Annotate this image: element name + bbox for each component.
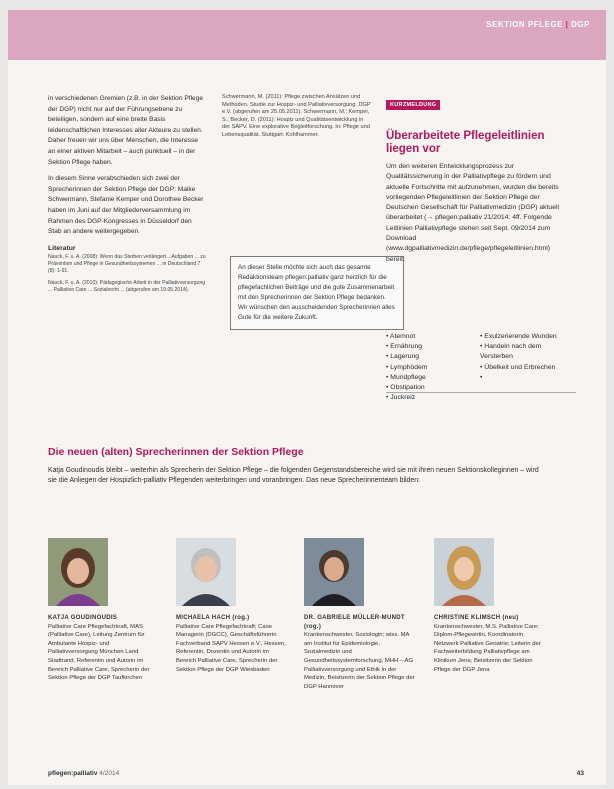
issue-number: 4/2014 bbox=[99, 770, 120, 777]
person-status: (neu) bbox=[502, 615, 519, 621]
person-card-hach bbox=[176, 614, 288, 674]
section-divider bbox=[386, 392, 576, 393]
header-band bbox=[8, 10, 606, 60]
section-title bbox=[486, 20, 590, 29]
person-name: MICHAELA HACH bbox=[176, 615, 231, 621]
person-description: Krankenschwester, M.S. Palliative Care; Diplom-Pflegewirtin, Koordinatorin Netzwerk Palliative Geriatrie; Leiterin der Fachweiterbildung Palliativpflege am Klinikum Jena; Beisitzerin der Sektion Pflege der DGP Jena bbox=[434, 623, 541, 673]
guideline-list-b bbox=[480, 332, 570, 383]
person-card-mueller-mundt bbox=[304, 614, 416, 691]
footer-journal bbox=[48, 770, 119, 777]
person-name: CHRISTINE KLIMSCH bbox=[434, 615, 501, 621]
magazine-page bbox=[8, 10, 606, 785]
list-item: • Lagerung bbox=[386, 352, 476, 362]
list-item: • Juckreiz bbox=[386, 393, 476, 403]
reference-list: Schwermann, M. (2011): Pflege zwischen Ansätzen und Methoden. Studie zur Hospiz- und Palliativversorgung. DGP e.V. (abgerufen am 25.05.2011). Schwermann, M.; Kemper, S.; Becker, D. (2011): Hospiz und Qualitätsentwicklung in der SAPV. Eine explorative Begleitforschung. In: Pflege und Lebensqualität. Stuttgart: Kohlhammer. bbox=[222, 94, 371, 138]
list-item: • Atemnot bbox=[386, 332, 476, 342]
person-card-goudinoudis bbox=[48, 614, 160, 683]
news-title: Überarbeitete Pflegeleitlinien liegen vor bbox=[386, 130, 545, 155]
portrait-mueller-mundt bbox=[304, 538, 364, 606]
literature-entry-1: Nauck, F. u. A. (2008): Wenn das Sterben verlängert... Aufgaben ... zu Prävention und Pflege in Gesundheitssystemen ... in Deutschland 7 (8): 1-91. bbox=[48, 254, 206, 275]
person-description: Palliative Care Pflegefachkraft, MAS (Palliative Care), Leitung Zentrum für Ambulante Hospiz- und Palliativversorgung München Land Stadtrand, Referentin und Autorin im Bereich Palliative Care, Sprecherin der Sektion Pflege der DGP Taufkirchen bbox=[48, 623, 150, 682]
list-item: • Übelkeit und Erbrechen bbox=[480, 363, 570, 373]
list-item: • Ernährung bbox=[386, 342, 476, 352]
person-name: KATJA GOUDINOUDIS bbox=[48, 615, 118, 621]
left-column bbox=[48, 94, 206, 299]
list-item: • Lymphödem bbox=[386, 363, 476, 373]
left-paragraph-1: in verschiedenen Gremien (z.B. in der Sektion Pflege der DGP) nicht nur auf der Führungsebene zu beteiligen, sondern auf eine breite Basis leidenschaftlichen Interesses aller Akteure zu stellen. Daher freuen wir uns über Menschen, die Interesse an einer aktiven Mitarbeit – auch punktuell – in der Sektion Pflege haben. bbox=[48, 95, 204, 166]
article-intro: Katja Goudinoudis bleibt – weiterhin als Sprecherin der Sektion Pflege – die folgenden Gegenstandsbereiche wird sie mit ihren neuen Sektionskolleginnen – wird sie die Anliegen der Hospizlich-palliativ Pflegenden weiterbringen und voranbringen. Das neue Sprecherinnenteam bilden: bbox=[48, 467, 539, 485]
list-item: • Exulzerierende Wunden bbox=[480, 332, 570, 342]
news-tag: KURZMELDUNG bbox=[386, 100, 440, 110]
portrait-hach bbox=[176, 538, 236, 606]
person-description: Palliative Care Pflegefachkraft; Case Managerin (DGCC), Geschäftsführerin Fachverband SAPV Hessen e.V., Hessen, Referentin, Dozentin und Autorin im Bereich Palliative Care, Sprecherin der Sektion Pflege der DGP Wiesbaden bbox=[176, 623, 286, 673]
list-item: • Handeln nach dem Versterben bbox=[480, 342, 570, 362]
section-abbr: DGP bbox=[571, 20, 590, 29]
portrait-goudinoudis bbox=[48, 538, 108, 606]
page-number: 43 bbox=[576, 770, 584, 777]
person-status: (rog.) bbox=[304, 623, 322, 630]
article-title: Die neuen (alten) Sprecherinnen der Sektion Pflege bbox=[48, 446, 304, 458]
section-name: SEKTION PFLEGE bbox=[486, 20, 563, 29]
left-paragraph-2: In diesem Sinne verabschieden sich zwei der Sprecherinnen der Sektion Pflege der DGP: Maike Schwermann, Stefanie Kemper und Dorothee Becker haben im Juni auf der Mitgliederversammlung im Rahmen des DGP-Kongresses in Düsseldorf den Stab an andere weitergegeben. bbox=[48, 175, 204, 236]
news-body: Um den weiteren Entwicklungsprozess zur Qualitätssicherung in der Palliativpflege zu fördern und aktuelle Fortschritte mit aufzunehmen, wurden die bereits vorliegenden Pflegeleitlinien der Sektion Pflege der Deutschen Gesellschaft für Palliativmedizin (DGP) aktuell überarbeitet (→ pflegen:palliativ 21/2014: 4ff. Folgende Leitlinien Palliativpflege stehen seit Sept. 09/2014 zum Download (www.dgpalliativmedizin.de/pflege/pflegeleitlinien.html) bereit: bbox=[386, 163, 560, 263]
list-item: • Obstipation bbox=[386, 383, 476, 393]
editorial-note-text: An dieser Stelle möchte sich auch das gesamte Redaktionsteam pflegen:palliativ ganz herzlich für die pflegefachlichen Beiträge und die gute Zusammenarbeit mit den Sprecherinnen der Sektion Pflege bedanken. Wir wünschen den ausscheidenden Sprecherinnen alles Gute für die weitere Zukunft. bbox=[238, 264, 395, 321]
list-item: • Mundpflege bbox=[386, 373, 476, 383]
person-status: (rog.) bbox=[232, 615, 250, 621]
middle-column bbox=[222, 94, 372, 145]
literature-heading: Literatur bbox=[48, 244, 76, 252]
person-name: DR. GABRIELE MÜLLER-MUNDT bbox=[304, 615, 405, 621]
section-separator: | bbox=[565, 20, 569, 29]
person-description: Krankenschwester, Soziologin; wiss. MA am Institut für Epidemiologie, Sozialmedizin und Gesundheitssystemforschung, MHH – AG Palliativversorgung und Ethik in der Medizin, Beisitzerin der Sektion Pflege der DGP Hannover bbox=[304, 632, 415, 690]
journal-name: pflegen:palliativ bbox=[48, 770, 98, 777]
person-card-klimsch bbox=[434, 614, 546, 674]
editorial-note-box bbox=[230, 256, 404, 330]
literature-entry-2: Nauck, F. u. A. (2010): Pädagogische Arbeit in der Palliativversorgung ... Palliative Care ... Sozialrecht ... (abgerufen am 19.05.2014). bbox=[48, 280, 206, 294]
list-item bbox=[480, 373, 570, 383]
portrait-klimsch bbox=[434, 538, 494, 606]
